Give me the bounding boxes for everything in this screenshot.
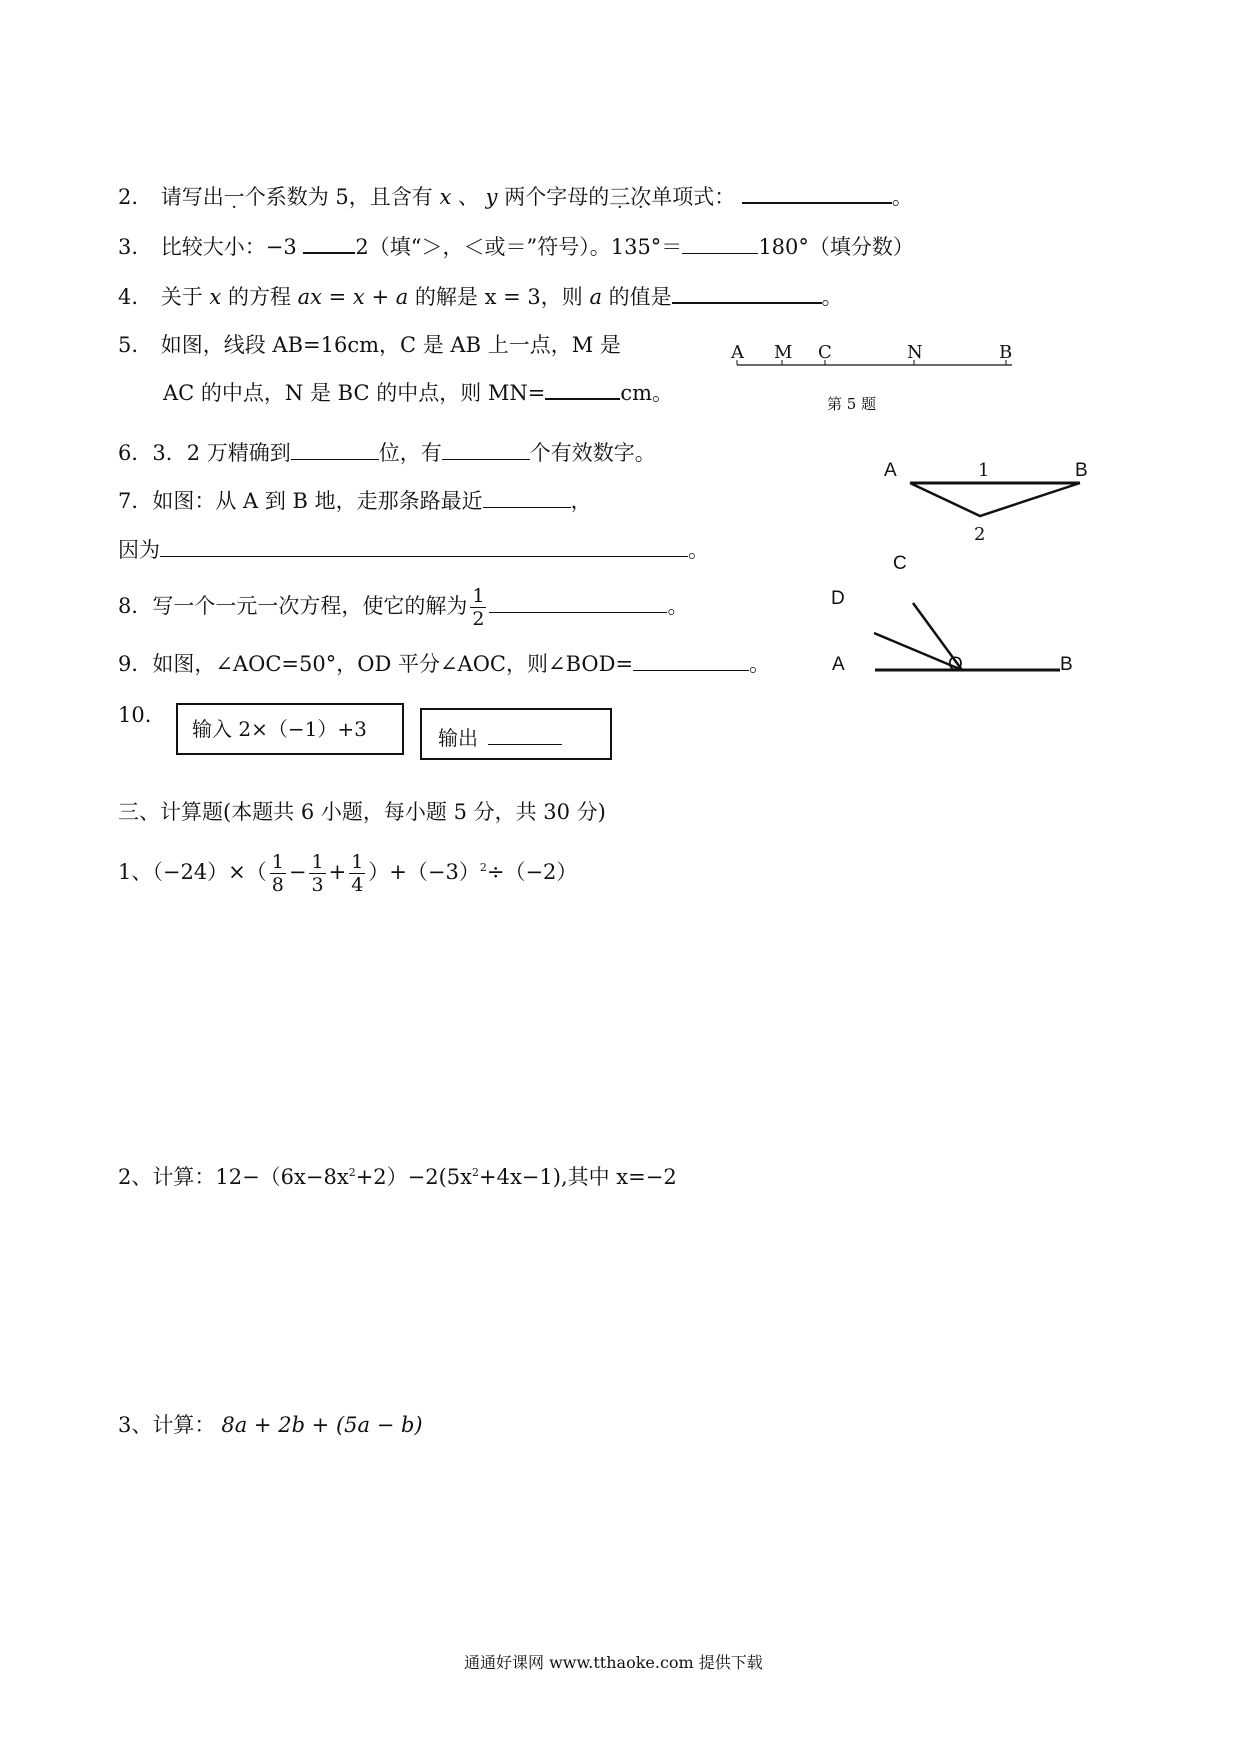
fig7-label-1: 1 xyxy=(978,460,990,481)
question-2 xyxy=(118,182,913,212)
fig7-label-a: A xyxy=(884,460,897,481)
answer-blank[interactable] xyxy=(489,592,667,613)
calc-text: +2）−2(5x xyxy=(355,1165,472,1189)
answer-blank[interactable] xyxy=(672,282,822,304)
question-text: 请写出 xyxy=(160,185,224,209)
question-text: 单项式： xyxy=(651,185,736,209)
path-2 xyxy=(910,483,1080,516)
question-text: cm。 xyxy=(620,381,674,405)
question-text: 如图，线段 AB=16cm，C 是 AB 上一点，M 是 xyxy=(160,333,621,357)
question-text: 的解是 x = 3，则 xyxy=(408,285,590,309)
calc-3 xyxy=(118,1410,423,1440)
question-5-line-2 xyxy=(163,378,673,408)
question-text: 9．如图，∠AOC=50°，OD 平分∠AOC，则∠BOD= xyxy=(118,652,634,676)
emphasis-char: 三 xyxy=(609,185,631,209)
question-3 xyxy=(118,232,914,262)
question-text: 8．写一个一元一次方程，使它的解为 xyxy=(118,594,468,618)
fraction-numerator: 1 xyxy=(351,851,364,873)
fig9-label-c: C xyxy=(893,553,907,574)
fraction-numerator: 1 xyxy=(311,851,324,873)
variable-a: a xyxy=(589,285,602,309)
calc-text: +4x−1),其中 x=−2 xyxy=(479,1165,677,1189)
fig5-label-m: M xyxy=(774,342,793,363)
fig5-label-a: A xyxy=(731,342,744,363)
fraction-denominator: 8 xyxy=(271,874,284,896)
punctuation: ， xyxy=(570,489,592,513)
fraction-1-4 xyxy=(349,851,365,896)
figure-9-angles xyxy=(860,595,1070,675)
question-text: 比较大小：−3 xyxy=(160,235,297,259)
question-number: 3. xyxy=(118,235,139,259)
question-9 xyxy=(118,649,770,679)
question-text: 6．3．2 万精确到 xyxy=(118,441,291,465)
footer-text: 通通好课网 www.tthaoke.com 提供下载 xyxy=(464,1653,763,1672)
fraction-numerator: 1 xyxy=(271,851,284,873)
calc-text: ）+（−3） xyxy=(368,860,480,884)
question-text: 个系数为 5，且含有 xyxy=(244,185,440,209)
fraction-1-3 xyxy=(309,851,325,896)
answer-blank[interactable] xyxy=(160,536,688,557)
fraction-denominator: 4 xyxy=(351,874,364,896)
output-box xyxy=(420,708,612,760)
punctuation: 。 xyxy=(749,652,771,676)
question-text: 、 xyxy=(451,185,486,209)
question-number: 2. xyxy=(118,185,139,209)
exponent: 2 xyxy=(479,861,487,874)
fig9-label-b: B xyxy=(1060,654,1073,675)
answer-blank[interactable] xyxy=(291,439,379,460)
output-label: 输出 xyxy=(438,726,478,750)
calc-text: 2、计算：12−（6x−8x xyxy=(118,1165,349,1189)
operator: − xyxy=(288,860,307,884)
variable-x: x xyxy=(209,285,222,309)
answer-blank[interactable] xyxy=(488,724,562,745)
question-6 xyxy=(118,438,656,468)
equation: ax = x + a xyxy=(297,285,409,309)
figure-5-segment xyxy=(725,340,1025,370)
figure-7-paths xyxy=(900,470,1090,530)
fig9-label-o: O xyxy=(948,654,963,675)
question-text: 的值是 xyxy=(601,285,672,309)
question-text: 7．如图：从 A 到 B 地，走那条路最近 xyxy=(118,489,483,513)
fig9-label-a: A xyxy=(832,654,845,675)
exponent: 2 xyxy=(472,1166,479,1179)
exponent: 2 xyxy=(348,1166,356,1179)
variable-y: y xyxy=(485,185,498,209)
answer-blank[interactable] xyxy=(442,439,530,460)
fig7-label-2: 2 xyxy=(974,524,986,545)
emphasis-char: 次 xyxy=(630,185,652,209)
question-number: 4. xyxy=(118,285,139,309)
question-text: 个有效数字。 xyxy=(529,441,656,465)
calc-text: 1、（−24）×（ xyxy=(118,860,267,884)
question-text: 因为 xyxy=(118,538,160,562)
fig9-label-d: D xyxy=(831,588,845,609)
calc-text: ÷（−2） xyxy=(486,860,578,884)
fraction-1-8 xyxy=(270,851,286,896)
question-10-number: 10. xyxy=(118,703,152,727)
answer-blank[interactable] xyxy=(682,233,758,254)
fraction-denominator: 2 xyxy=(472,608,485,630)
question-5-line-1 xyxy=(118,330,621,360)
question-text: AC 的中点，N 是 BC 的中点，则 MN= xyxy=(163,381,546,405)
question-text: 位，有 xyxy=(378,441,442,465)
variable-x: x xyxy=(439,185,452,209)
input-expression: 输入 2×（−1）+3 xyxy=(192,717,367,741)
calc-text: 3、计算： xyxy=(118,1413,216,1437)
section-3-heading: 三、计算题(本题共 6 小题，每小题 5 分，共 30 分) xyxy=(118,800,606,824)
question-text: 2（填“＞，＜或＝”符号）。135°＝ xyxy=(355,235,683,259)
punctuation: 。 xyxy=(891,185,913,209)
answer-blank[interactable] xyxy=(303,232,355,254)
calc-2 xyxy=(118,1158,677,1192)
question-number: 5. xyxy=(118,333,139,357)
question-4 xyxy=(118,282,843,312)
question-7-line-2 xyxy=(118,535,709,565)
fig7-label-b: B xyxy=(1075,460,1088,481)
operator: + xyxy=(328,860,347,884)
question-text: 两个字母的 xyxy=(497,185,610,209)
input-box xyxy=(176,703,404,755)
fig5-label-c: C xyxy=(818,342,832,363)
punctuation: 。 xyxy=(821,285,843,309)
answer-blank[interactable] xyxy=(483,487,571,508)
fraction-one-half xyxy=(470,585,486,630)
fraction-denominator: 3 xyxy=(311,874,324,896)
answer-blank[interactable] xyxy=(742,182,892,204)
calc-1 xyxy=(118,851,577,896)
answer-blank[interactable] xyxy=(633,650,749,671)
question-text: 关于 xyxy=(160,285,210,309)
fraction-numerator: 1 xyxy=(472,585,485,607)
figure-5-caption: 第 5 题 xyxy=(827,395,877,413)
answer-blank[interactable] xyxy=(545,378,620,400)
question-text: 的方程 xyxy=(221,285,298,309)
emphasis-char: 一 xyxy=(223,185,245,209)
fig5-label-b: B xyxy=(999,342,1013,363)
question-8 xyxy=(118,585,688,630)
question-text: 180°（填分数） xyxy=(758,235,914,259)
calc-expression: 8a + 2b + (5a − b) xyxy=(221,1413,423,1437)
question-7-line-1 xyxy=(118,486,592,516)
fig5-label-n: N xyxy=(907,342,923,363)
punctuation: 。 xyxy=(688,538,709,562)
punctuation: 。 xyxy=(667,594,689,618)
